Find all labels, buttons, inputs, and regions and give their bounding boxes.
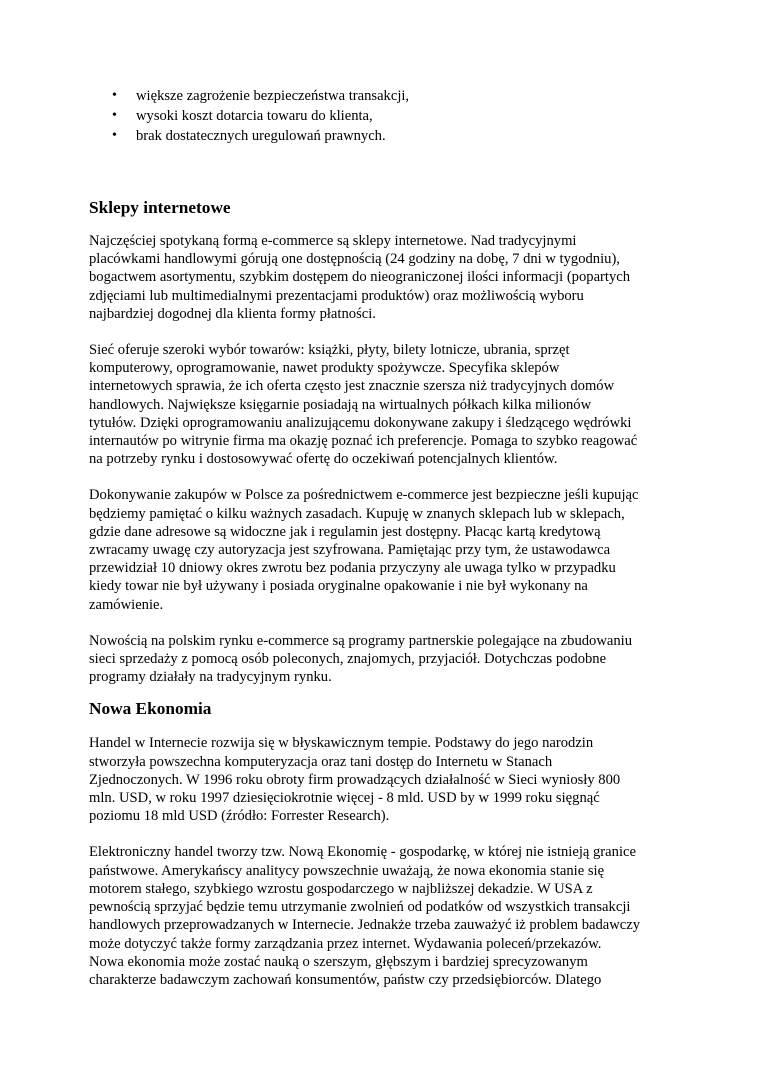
text-line: Sieć oferuje szeroki wybór towarów: książki, płyty, bilety lotnicze, ubrania, sprzęt [89, 342, 570, 359]
text-line: poziomu 18 mld USD (źródło: Forrester Research). [89, 808, 390, 825]
bullet-item [89, 86, 679, 106]
text-line: będziemy pamiętać o kilku ważnych zasadach. Kupuję w znanych sklepach lub w sklepach, [89, 505, 625, 522]
text-line: zdjęciami lub multimedialnymi prezentacjami produktów) oraz możliwością wyboru [89, 287, 584, 304]
section-heading-sklepy: Sklepy internetowe [89, 198, 231, 217]
text-line: zamówienie. [89, 596, 164, 613]
paragraph [89, 843, 679, 989]
text-line: przewidział 10 dniowy okres zwrotu bez podania przyczyny ale uwaga tylko w przypadku [89, 560, 616, 577]
text-line: Nowością na polskim rynku e-commerce są programy partnerskie polegające na zbudowaniu [89, 632, 633, 649]
text-line: internautów po witrynie firma ma okazję poznać ich preferencje. Pomaga to szybko reagować [89, 433, 638, 450]
text-line: sieci sprzedaży z pomocą osób poleconych, znajomych, przyjaciół. Dotychczas podobne [89, 651, 607, 668]
text-line: państwowe. Amerykańscy analitycy powszechnie uważają, że nowa ekonomia stanie się [89, 862, 605, 879]
paragraph [89, 734, 679, 825]
text-line: Handel w Internecie rozwija się w błyskawicznym tempie. Podstawy do jego narodzin [89, 735, 594, 752]
bullet-list [89, 86, 679, 146]
bullet-item [89, 126, 679, 146]
bullet-text: wysoki koszt dotarcia towaru do klienta, [136, 108, 373, 124]
text-line: charakterze badawczym zachowań konsumentów, państw czy przedsiębiorców. Dlatego [89, 971, 602, 988]
text-line: placówkami handlowymi górują one dostępnością (24 godziny na dobę, 7 dni w tygodniu), [89, 251, 620, 268]
text-line: Najczęściej spotykaną formą e-commerce są sklepy internetowe. Nad tradycyjnymi [89, 233, 577, 249]
text-line: może dotyczyć także formy zarządzania przez internet. Wydawania poleceń/przekazów. [89, 935, 602, 952]
bullet-item [89, 106, 679, 126]
document-page [89, 86, 679, 989]
text-line: motorem stałego, szybkiego wzrostu gospodarczego w najbliższej dekadzie. W USA z [89, 880, 593, 897]
paragraph [89, 632, 679, 687]
text-line: internetowych sprawia, że ich oferta często jest znacznie szersza niż tradycyjnych domów [89, 378, 615, 395]
text-line: Dokonywanie zakupów w Polsce za pośrednictwem e-commerce jest bezpieczne jeśli kupując [89, 487, 639, 504]
bullet-icon: • [112, 128, 117, 143]
text-line: zwracamy uwagę czy autoryzacja jest szyfrowana. Pamiętając przy tym, że ustawodawca [89, 542, 611, 559]
bullet-icon: • [112, 108, 117, 123]
bullet-text: większe zagrożenie bezpieczeństwa transakcji, [136, 88, 410, 104]
paragraph [89, 232, 679, 323]
text-line: gdzie dane adresowe są widoczne jak i regulamin jest dostępny. Płacąc kartą kredytową [89, 523, 601, 540]
text-line: handlowych. Największe księgarnie posiadają na wirtualnych półkach kilka milionów [89, 396, 592, 413]
paragraph [89, 341, 679, 468]
text-line: stworzyła powszechna komputeryzacja oraz tani dostęp do Internetu w Stanach [89, 753, 553, 770]
text-line: Nowa ekonomia może zostać nauką o szerszym, głębszym i bardziej sprecyzowanym [89, 953, 588, 970]
text-line: komputerowy, oprogramowanie, nawet produkty spożywcze. Specyfika sklepów [89, 360, 560, 377]
text-line: Elektroniczny handel tworzy tzw. Nową Ekonomię - gospodarkę, w której nie istnieją granice [89, 844, 636, 861]
section-heading-nowa-ekonomia: Nowa Ekonomia [89, 699, 212, 719]
bullet-text: brak dostatecznych uregulowań prawnych. [136, 128, 386, 144]
text-line: handlowych przeprowadzanych w Internecie. Jednakże trzeba zauważyć iż problem badawczy [89, 917, 641, 934]
paragraph [89, 486, 679, 613]
text-line: kiedy towar nie był używany i posiada oryginalne opakowanie i nie był wykonany na [89, 578, 588, 595]
text-line: Zjednoczonych. W 1996 roku obroty firm prowadzących działalność w Sieci wyniosły 800 [89, 771, 621, 788]
bullet-icon: • [112, 88, 117, 103]
text-line: bogactwem asortymentu, szybkim dostępem do nieograniczonej ilości informacji (popartych [89, 269, 631, 286]
text-line: na potrzeby rynku i dostosowywać ofertę do oczekiwań potencjalnych klientów. [89, 451, 558, 468]
text-line: najbardziej dogodnej dla klienta formy płatności. [89, 305, 376, 322]
text-line: programy działały na tradycyjnym rynku. [89, 669, 332, 686]
text-line: tytułów. Dzięki oprogramowaniu analizującemu dokonywane zakupy i śledzącego wędrówki [89, 414, 632, 431]
text-line: mln. USD, w roku 1997 dziesięciokrotnie więcej - 8 mld. USD by w 1999 roku sięgnąć [89, 790, 600, 807]
text-line: pewnością sprzyjać będzie temu utrzymanie zwolnień od podatków od wszystkich transakcji [89, 899, 631, 916]
